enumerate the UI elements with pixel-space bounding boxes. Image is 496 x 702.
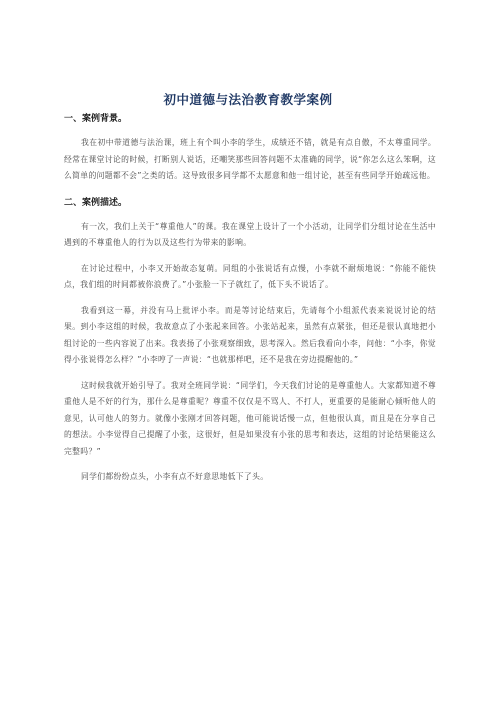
description-paragraph-1: 有一次，我们上关于“尊重他人”的课。我在课堂上设计了一个小活动，让同学们分组讨论在生活中遇到的不尊重他人的行为以及这些行为带来的影响。 [64,221,436,247]
document-body [64,112,436,486]
description-paragraph-5: 同学们都纷纷点头，小李有点不好意思地低下了头。 [81,472,269,481]
background-paragraph: 我在初中带道德与法治课，班上有个叫小李的学生，成绩还不错，就是有点自傲，不太尊重同学。经常在课堂讨论的时候，打断别人说话，还嘲笑那些回答问题不太准确的同学，说“你怎么这么笨啊，这么简单的问题都不会”之类的话。这导致很多同学都不太愿意和他一组讨论，甚至有些同学开始疏远他。 [64,138,436,180]
description-paragraph-2: 在讨论过程中，小李又开始故态复萌。同组的小张说话有点慢，小李就不耐烦地说：“你能不能快点，我们组的时间都被你浪费了。”小张脸一下子就红了，低下头不说话了。 [64,263,436,289]
section-heading-description: 二、案例描述。 [64,197,128,208]
description-paragraph-4: 这时候我就开始引导了。我对全班同学说：“同学们，今天我们讨论的是尊重他人。大家都知道不尊重他人是不好的行为，那什么是尊重呢？尊重不仅仅是不骂人、不打人，更重要的是能耐心倾听他人的意见，认可他人的努力。就像小张刚才回答问题，他可能说话慢一点，但他很认真，而且是在分享自己的想法。小李觉得自己提醒了小张，这很好，但是如果没有小张的思考和表达，这组的讨论结果能这么完整吗？” [64,380,436,456]
document-title: 初中道德与法治教育教学案例 [163,92,333,107]
section-heading-background: 一、案例背景。 [64,114,128,124]
description-paragraph-3: 我看到这一幕，并没有马上批评小李。而是等讨论结束后，先请每个小组派代表来说说讨论的结果。到小李这组的时候，我故意点了小张起来回答。小张站起来，虽然有点紧张，但还是很认真地把小组讨论的一些内容说了出来。我表扬了小张观察细致，思考深入。然后我看向小李，问他：“小李，你觉得小张说得怎么样？”小李哼了一声说：“也就那样吧，还不是我在旁边提醒他的。” [64,305,436,364]
